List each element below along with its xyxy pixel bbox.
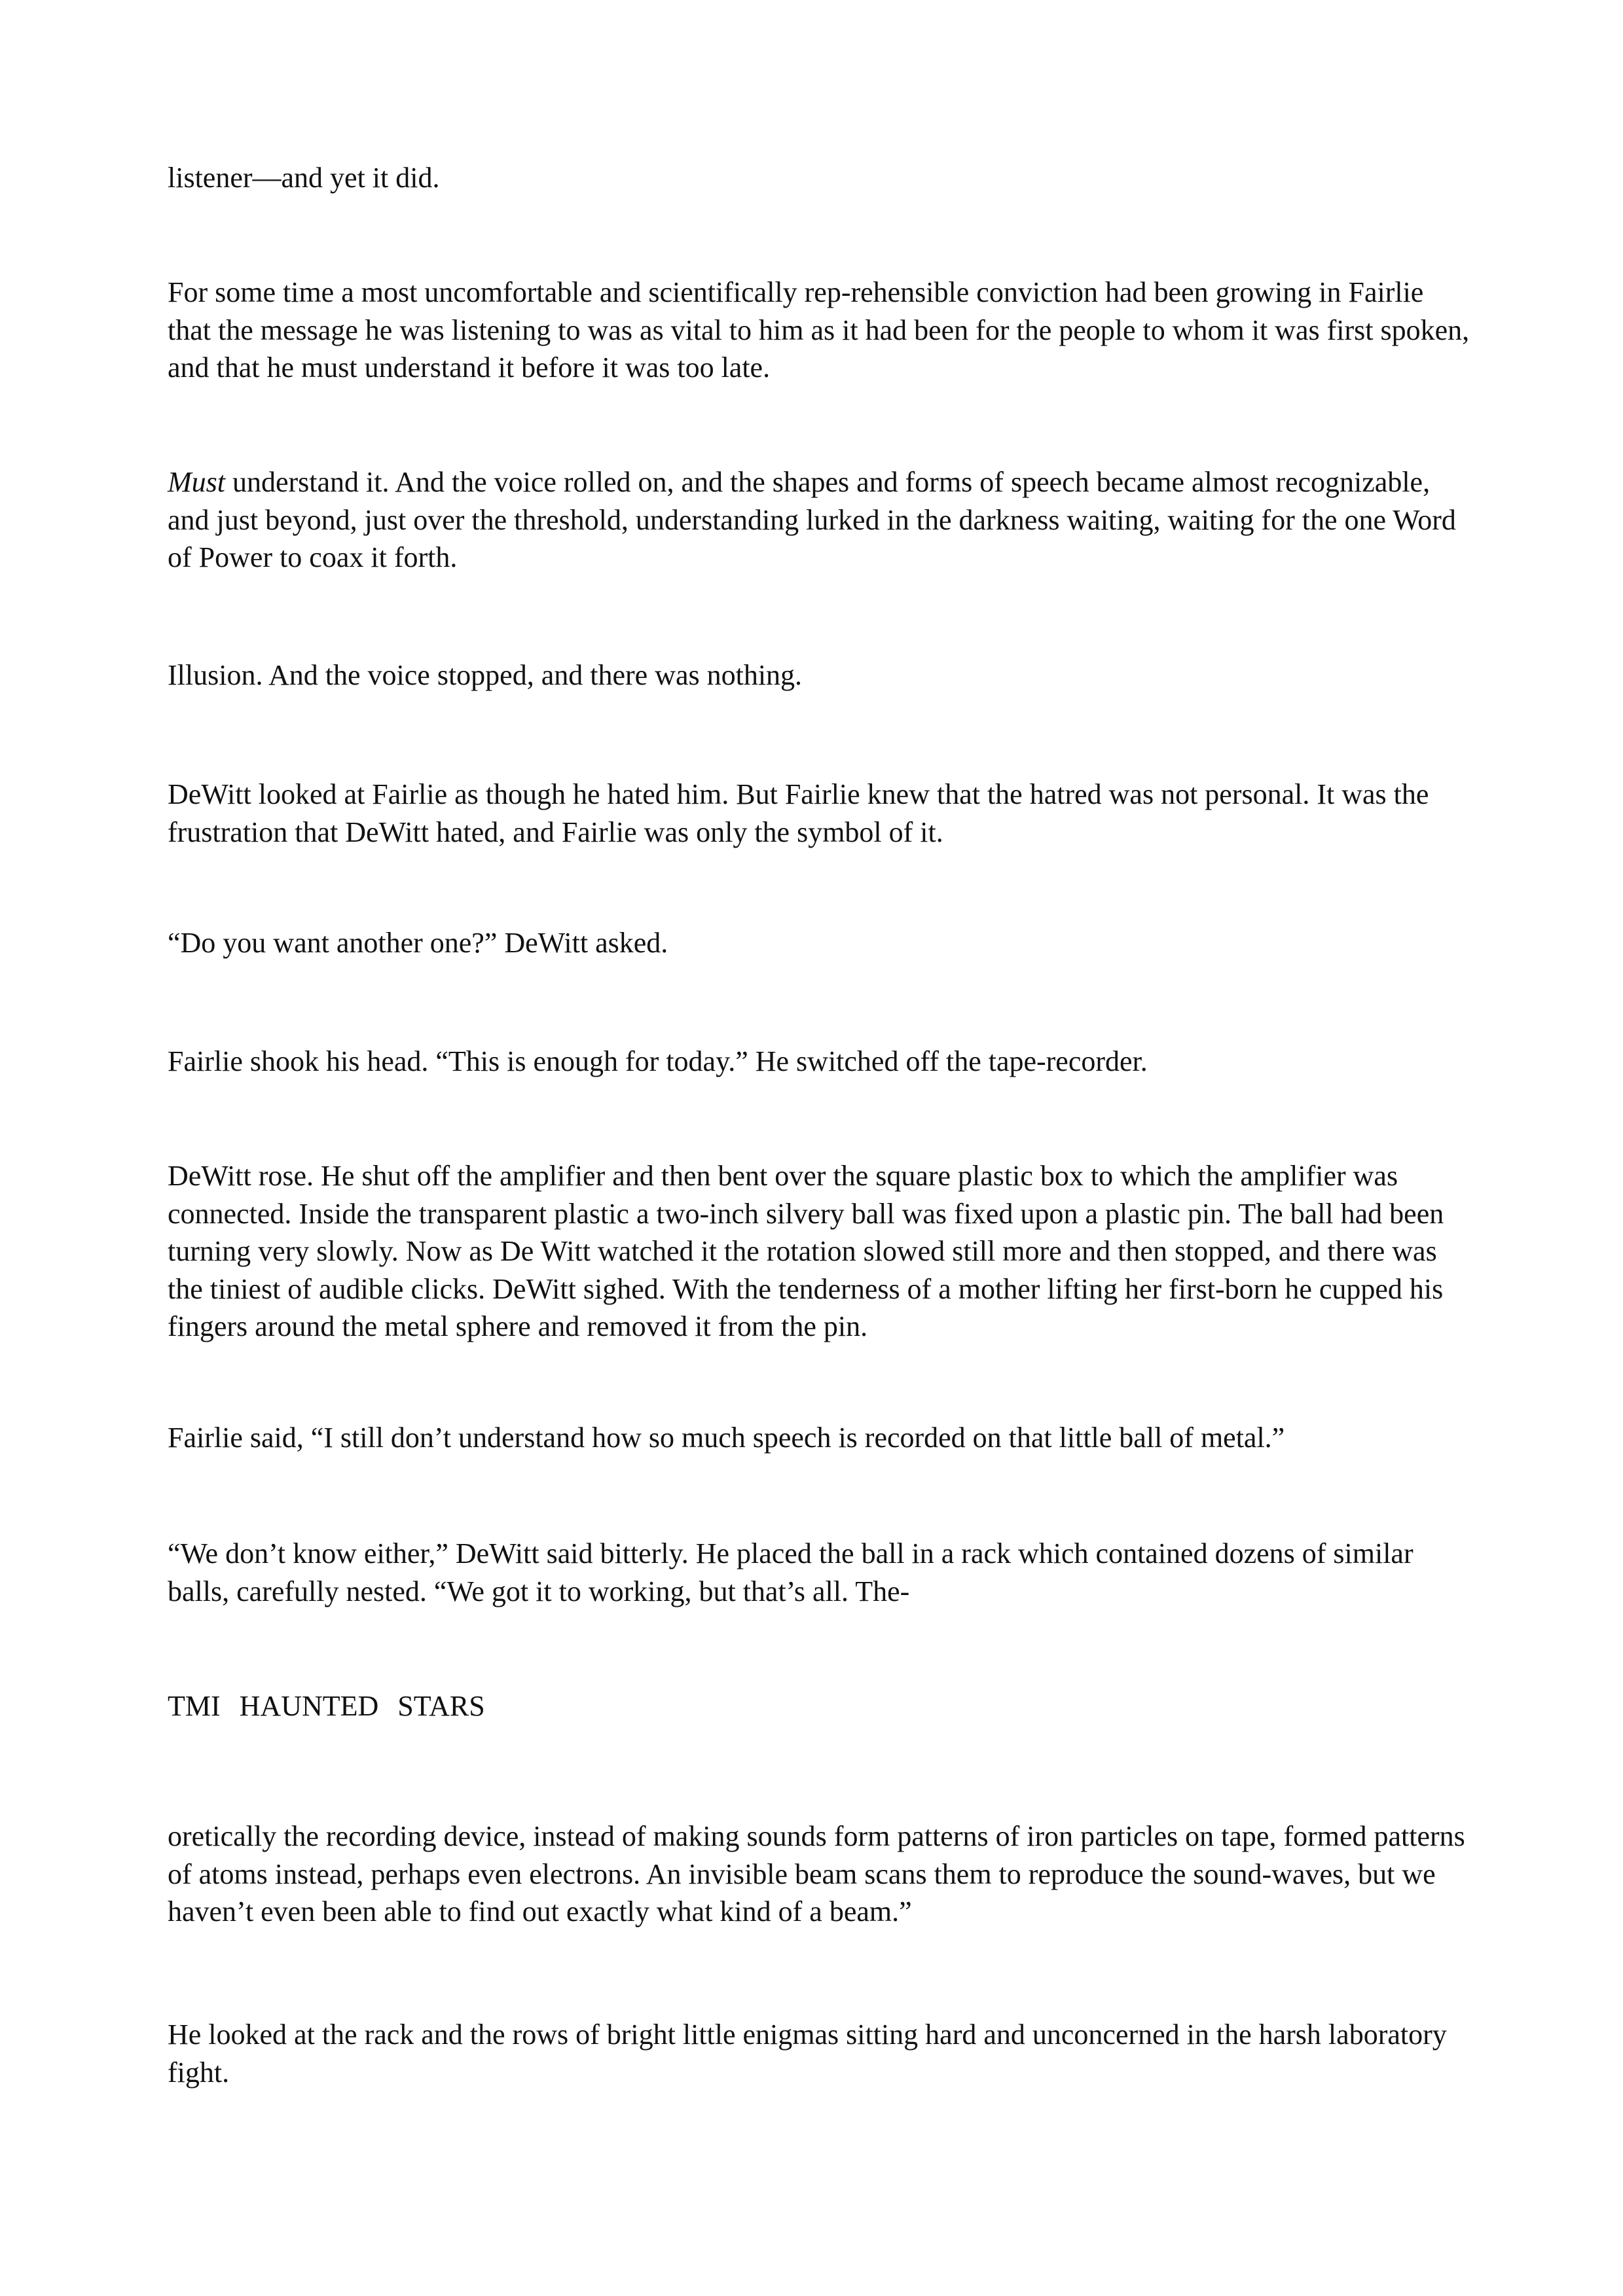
paragraph: Fairlie shook his head. “This is enough for today.” He switched off the tape-recorder. (168, 1045, 1148, 1077)
emphasis-text: Must (168, 466, 225, 498)
paragraph: Must understand it. And the voice rolled on, and the shapes and forms of speech became almost recognizable, and just beyond, just over the threshold, understanding lurked in the darkness waiting, waiting for the one Word of Power to coax it forth. (168, 466, 1456, 573)
paragraph: “We don’t know either,” DeWitt said bitterly. He placed the ball in a rack which contained dozens of similar balls, carefully nested. “We got it to working, but that’s all. The- (168, 1537, 1413, 1607)
paragraph: DeWitt looked at Fairlie as though he hated him. But Fairlie knew that the hatred was not personal. It was the frustration that DeWitt hated, and Fairlie was only the symbol of it. (168, 778, 1429, 848)
paragraph: listener—and yet it did. (168, 162, 440, 194)
paragraph: Illusion. And the voice stopped, and there was nothing. (168, 659, 803, 691)
paragraph: oretically the recording device, instead of making sounds form patterns of iron particles on tape, formed patterns of atoms instead, perhaps even electrons. An invisible beam scans them to reproduce the sound-waves, but we haven’t even been able to find out exactly what kind of a beam.” (168, 1820, 1465, 1928)
paragraph: For some time a most uncomfortable and scientifically rep-rehensible conviction had been growing in Fairlie that the message he was listening to was as vital to him as it had been for the people to whom it was first spoken, and that he must understand it before it was too late. (168, 276, 1470, 384)
paragraph: “Do you want another one?” DeWitt asked. (168, 927, 668, 959)
running-header: TMI HAUNTED STARS (168, 1690, 485, 1722)
paragraph: He looked at the rack and the rows of bright little enigmas sitting hard and unconcerned in the harsh laboratory fight. (168, 2018, 1447, 2089)
paragraph: DeWitt rose. He shut off the amplifier and then bent over the square plastic box to which the amplifier was connected. Inside the transparent plastic a two-inch silvery ball was fixed upon a plastic pin. The ball had been turning very slowly. Now as De Witt watched it the rotation slowed still more and then stopped, and there was the tiniest of audible clicks. DeWitt sighed. With the tenderness of a mother lifting her first-born he cupped his fingers around the metal sphere and removed it from the pin. (168, 1160, 1444, 1342)
paragraph: Fairlie said, “I still don’t understand how so much speech is recorded on that little ball of metal.” (168, 1422, 1285, 1454)
